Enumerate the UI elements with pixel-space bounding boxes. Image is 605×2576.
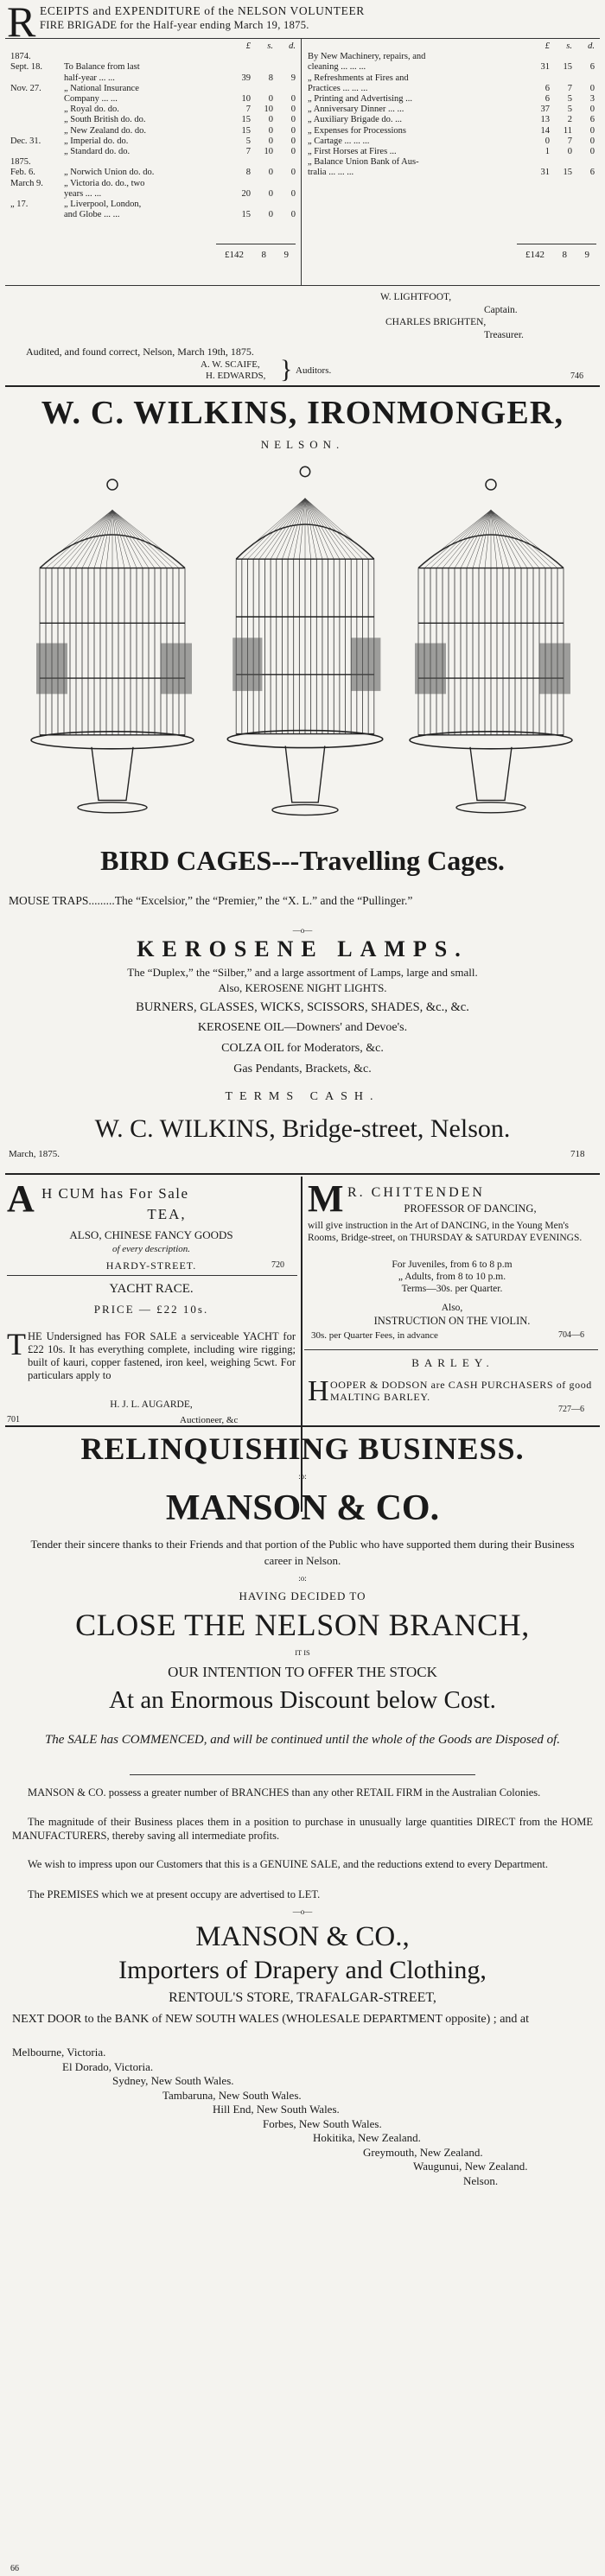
branch-location: Waugunui, New Zealand.: [413, 2160, 528, 2173]
entry-label: „ Anniversary Dinner ... ...: [308, 105, 404, 115]
branch-location: El Dorado, Victoria.: [62, 2059, 154, 2073]
entry-date: Nov. 27.: [10, 83, 41, 93]
column-rule: [5, 1425, 600, 1427]
entry-shillings: 15: [563, 62, 572, 73]
column-divider: [301, 38, 302, 285]
captain-signature: W. LIGHTFOOT,: [380, 292, 452, 302]
entry-label: [62, 157, 230, 168]
entry-label: „ Norwich Union do. do.: [64, 168, 155, 178]
ad-reference: 704—6: [558, 1330, 584, 1340]
receipts-total: £142 8 9: [225, 250, 289, 260]
entry-shillings: 7: [567, 136, 572, 146]
bird-cage-illustration: [26, 466, 199, 829]
wilkins-ad: [0, 389, 605, 1173]
account-row: [9, 52, 297, 62]
account-row: [9, 115, 297, 125]
entry-date: Feb. 6.: [10, 168, 35, 178]
entry-shillings: 5: [567, 94, 572, 105]
entry-shillings: 8: [268, 73, 273, 83]
ah-cum-line: TEA,: [147, 1206, 187, 1222]
divider: —o—: [292, 1907, 313, 1916]
chittenden-ad: [308, 1177, 598, 1370]
entry-pounds: 13: [540, 115, 550, 125]
entry-shillings: [252, 84, 275, 94]
account-row: [306, 94, 596, 105]
drop-cap: M: [308, 1177, 344, 1220]
entry-shillings: 5: [567, 105, 572, 115]
chittenden-line: 30s. per Quarter Fees, in advance: [311, 1330, 438, 1341]
entry-shillings: [252, 52, 275, 62]
entry-pence: [275, 179, 297, 189]
manson-name: MANSON & CO.: [165, 1488, 440, 1528]
expenditure-column: [306, 41, 598, 260]
manson-paragraph: We wish to impress upon our Customers that this is a GENUINE SALE, and the reductions extend to every Department.: [28, 1858, 549, 1870]
entry-pence: 0: [589, 105, 595, 115]
shillings-header: s.: [267, 41, 273, 51]
account-row: [9, 84, 297, 94]
account-row: [9, 105, 297, 115]
relinquishing-heading: RELINQUISHING BUSINESS.: [80, 1431, 525, 1466]
drop-cap: R: [7, 0, 36, 46]
divider: [7, 1275, 297, 1276]
entry-date: 1874.: [10, 52, 31, 62]
account-row: [9, 126, 297, 136]
entry-pence: 0: [290, 147, 296, 157]
entry-label: [62, 52, 230, 62]
ad-date: March, 1875.: [9, 1149, 60, 1159]
entry-pounds: 14: [540, 125, 550, 136]
entry-shillings: 7: [567, 83, 572, 93]
manson-paragraph: The PREMISES which we at present occupy are advertised to LET.: [28, 1888, 321, 1900]
entry-pence: 0: [290, 188, 296, 199]
pounds-header: £: [544, 41, 550, 51]
chittenden-line: Terms—30s. per Quarter.: [401, 1284, 503, 1294]
branch-location: Sydney, New South Wales.: [112, 2074, 234, 2087]
entry-shillings: [551, 157, 574, 168]
entry-date: [9, 115, 62, 125]
entry-pounds: [529, 52, 551, 62]
entry-date: Dec. 31.: [10, 136, 41, 146]
entry-shillings: 0: [268, 115, 273, 125]
mouse-traps: MOUSE TRAPS.........The “Excelsior,” the “Premier,” the “X. L.” and the “Pullinger.”: [9, 894, 413, 907]
next-door: NEXT DOOR to the BANK of NEW SOUTH WALES (WHOLESALE DEPARTMENT opposite) ; and at: [12, 2013, 530, 2026]
entry-pence: 0: [589, 125, 595, 136]
brace: }: [280, 355, 293, 384]
ah-cum-line: H CUM has For Sale: [41, 1185, 189, 1202]
chittenden-line: INSTRUCTION ON THE VIOLIN.: [373, 1315, 531, 1327]
expenditure-table: [306, 41, 596, 179]
ah-cum-line: of every description.: [111, 1244, 191, 1254]
entry-label: „ New Zealand do. do.: [64, 125, 147, 136]
bird-cages-heading: BIRD CAGES---Travelling Cages.: [100, 845, 505, 876]
entry-pounds: 1: [544, 147, 550, 157]
ad-reference: 701: [7, 1415, 20, 1424]
yacht-body: HE Undersigned has FOR SALE a serviceable YACHT for £22 10s. It has everything complete, including wire rigging; built of kauri, copper fastened, iron keel, weighing 5cwt. For particulars apply to: [28, 1330, 296, 1381]
close-branch: CLOSE THE NELSON BRANCH,: [75, 1608, 530, 1642]
yacht-price: PRICE — £22 10s.: [93, 1303, 209, 1316]
account-row: [306, 126, 596, 136]
entry-shillings: 0: [268, 188, 273, 199]
ad-reference: 718: [570, 1149, 585, 1159]
entry-pounds: [230, 52, 252, 62]
divider: [304, 1349, 598, 1350]
branch-location: Tambaruna, New South Wales.: [162, 2088, 302, 2102]
ad-reference: 746: [570, 371, 583, 381]
chittenden-line: Also,: [441, 1303, 463, 1313]
treasurer-title: Treasurer.: [484, 330, 524, 340]
entry-pounds: [230, 62, 252, 73]
column-rule: [5, 385, 600, 387]
entry-pounds: [529, 73, 551, 84]
entry-pence: [275, 62, 297, 73]
auditor-name: H. EDWARDS,: [206, 371, 266, 381]
entry-shillings: 0: [268, 94, 273, 105]
branch-location: Melbourne, Victoria.: [12, 2046, 106, 2059]
divider: :o:: [298, 1472, 307, 1481]
entry-pounds: 31: [540, 168, 550, 178]
entry-shillings: 10: [264, 147, 273, 157]
entry-label: „ Imperial do. do.: [64, 136, 129, 146]
entry-pence: 0: [290, 115, 296, 125]
it-is: IT IS: [295, 1648, 310, 1657]
manson-name-2: MANSON & CO.,: [195, 1921, 410, 1952]
entry-date: March 9.: [10, 178, 43, 188]
barley-ad: [308, 1353, 598, 1431]
receipts-column: [9, 41, 297, 260]
entry-pounds: 15: [241, 115, 251, 125]
auditor-name: A. W. SCAIFE,: [201, 359, 260, 370]
account-row: [9, 62, 297, 73]
branch-location: Nelson.: [463, 2173, 499, 2187]
account-row: [9, 94, 297, 105]
entry-date: [9, 105, 62, 115]
account-row: [9, 157, 297, 168]
expenditure-total: £142 8 9: [525, 250, 589, 260]
wilkins-title: W. C. WILKINS, IRONMONGER,: [41, 395, 564, 431]
entry-label: „ Auxiliary Brigade do. ...: [308, 115, 403, 125]
terms-cash: TERMS CASH.: [225, 1090, 380, 1103]
ah-cum-line: ALSO, CHINESE FANCY GOODS: [69, 1228, 233, 1241]
entry-shillings: 0: [268, 136, 273, 146]
entry-date: 1875.: [10, 157, 31, 168]
entry-label: „ Victoria do. do., two: [64, 178, 145, 188]
entry-shillings: [252, 62, 275, 73]
entry-shillings: 0: [567, 147, 572, 157]
entry-pence: [574, 73, 596, 84]
entry-label: cleaning ... ... ...: [308, 62, 366, 73]
entry-pence: 0: [290, 168, 296, 178]
entry-shillings: 0: [268, 125, 273, 136]
entry-label: Practices ... ... ...: [308, 83, 368, 93]
ah-cum-ad: [7, 1177, 296, 1294]
entry-pounds: 15: [241, 210, 251, 220]
entry-label: „ Cartage ... ... ...: [308, 136, 370, 146]
account-row: [9, 179, 297, 189]
entry-shillings: [551, 73, 574, 84]
entry-pence: [275, 200, 297, 210]
entry-label: „ Refreshments at Fires and: [308, 73, 409, 83]
entry-pence: 6: [589, 62, 595, 73]
sale-commenced: The SALE has COMMENCED, and will be continued until the whole of the Goods are Disposed of.: [44, 1733, 561, 1747]
entry-label: tralia ... ... ...: [308, 168, 354, 178]
ah-cum-line: HARDY-STREET.: [105, 1259, 197, 1272]
chittenden-line: R. CHITTENDEN: [347, 1185, 485, 1200]
entry-label: half-year ... ...: [64, 73, 115, 83]
bird-cage-illustration: [223, 453, 387, 833]
entry-pence: 6: [589, 115, 595, 125]
manson-ad: [0, 1429, 605, 2576]
entry-label: Company ... ...: [64, 94, 118, 105]
divider: [5, 285, 600, 286]
entry-label: „ First Horses at Fires ...: [308, 147, 397, 157]
account-row: [9, 147, 297, 157]
account-row: [9, 189, 297, 200]
manson-paragraph: MANSON & CO. possess a greater number of BRANCHES than any other RETAIL FIRM in the Australian Colonies.: [28, 1786, 541, 1799]
entry-label: „ Royal do. do.: [64, 105, 119, 115]
entry-label: „ Printing and Advertising ...: [308, 94, 413, 105]
entry-pounds: 37: [540, 105, 550, 115]
entry-pounds: [230, 157, 252, 168]
entry-pounds: 6: [544, 94, 550, 105]
lamps-line: BURNERS, GLASSES, WICKS, SCISSORS, SHADES, &c., &c.: [136, 1000, 469, 1014]
branch-location: Hill End, New South Wales.: [213, 2103, 340, 2116]
entry-shillings: 0: [268, 168, 273, 178]
account-row: [306, 136, 596, 147]
entry-pence: [275, 84, 297, 94]
entry-pence: [574, 157, 596, 168]
divider: —o—: [292, 926, 313, 935]
entry-pounds: [230, 179, 252, 189]
entry-shillings: 2: [567, 115, 572, 125]
lamps-line: COLZA OIL for Moderators, &c.: [221, 1042, 384, 1055]
having-decided: HAVING DECIDED TO: [239, 1589, 366, 1602]
account-row: [306, 168, 596, 178]
intention: OUR INTENTION TO OFFER THE STOCK: [168, 1664, 437, 1680]
entry-pence: 3: [589, 94, 595, 105]
entry-pounds: 31: [540, 62, 550, 73]
entry-pounds: 39: [241, 73, 251, 83]
entry-pounds: 8: [245, 168, 251, 178]
shillings-header: s.: [566, 41, 572, 51]
barley-body: OOPER & DODSON are CASH PURCHASERS of good MALTING BARLEY.: [330, 1379, 592, 1403]
entry-pounds: [529, 157, 551, 168]
entry-pounds: [230, 84, 252, 94]
importers-heading: Importers of Drapery and Clothing,: [118, 1956, 487, 1984]
branch-location: Greymouth, New Zealand.: [363, 2145, 483, 2159]
store-address: RENTOUL'S STORE, TRAFALGAR-STREET,: [169, 1990, 436, 2005]
treasurer-signature: CHARLES BRIGHTEN,: [385, 317, 487, 327]
entry-shillings: 10: [264, 105, 273, 115]
entry-pence: 0: [290, 136, 296, 146]
entry-pounds: 6: [544, 83, 550, 93]
divider: [130, 1774, 475, 1775]
entry-pounds: 7: [245, 147, 251, 157]
entry-date: [9, 189, 62, 200]
account-row: [306, 52, 596, 62]
yacht-signature-title: Auctioneer, &c: [180, 1415, 239, 1425]
lamps-line: Also, KEROSENE NIGHT LIGHTS.: [218, 981, 387, 994]
entry-shillings: [252, 200, 275, 210]
entry-date: „ 17.: [10, 200, 29, 210]
entry-date: [9, 126, 62, 136]
entry-label: „ Standard do. do.: [64, 147, 131, 157]
entry-pounds: 5: [245, 136, 251, 146]
account-row: [306, 115, 596, 125]
thanks-paragraph: Tender their sincere thanks to their Friends and that portion of the Public who have supported them during their Business career in Nelson.: [30, 1538, 575, 1567]
barley-title: BARLEY.: [411, 1356, 494, 1369]
entry-pounds: 0: [544, 136, 550, 146]
entry-shillings: [252, 157, 275, 168]
entry-pence: [574, 52, 596, 62]
entry-date: Sept. 18.: [10, 62, 43, 73]
account-row: [306, 105, 596, 115]
branch-location: Forbes, New South Wales.: [263, 2116, 382, 2130]
pence-header: d.: [289, 41, 296, 51]
chittenden-body: will give instruction in the Art of DANCING, in the Young Men's Rooms, Bridge-street, on THURSDAY & SATURDAY EVENINGS.: [308, 1221, 583, 1243]
lamps-line: The “Duplex,” the “Silber,” and a large assortment of Lamps, large and small.: [127, 966, 478, 979]
bird-cage-illustration: [404, 466, 577, 829]
yacht-title: YACHT RACE.: [109, 1282, 194, 1296]
lamps-line: KEROSENE OIL—Downers' and Devoe's.: [197, 1021, 408, 1034]
entry-label: „ Expenses for Processions: [308, 125, 407, 136]
chittenden-line: „ Adults, from 8 to 10 p.m.: [398, 1272, 506, 1282]
entry-pence: 0: [589, 147, 595, 157]
entry-pence: 0: [589, 83, 595, 93]
entry-shillings: 0: [268, 210, 273, 220]
entry-pence: 0: [290, 125, 296, 136]
entry-date: [9, 147, 62, 157]
ad-reference: 727—6: [558, 1405, 584, 1414]
entry-shillings: [252, 179, 275, 189]
kerosene-heading: KEROSENE LAMPS.: [137, 936, 468, 961]
entry-pounds: 15: [241, 125, 251, 136]
account-row: [9, 210, 297, 220]
yacht-signature: H. J. L. AUGARDE,: [110, 1399, 193, 1410]
divider: [5, 38, 600, 39]
accounts-subtitle: FIRE BRIGADE for the Half-year ending March 19, 1875.: [40, 19, 309, 31]
ad-reference: 66: [10, 2564, 19, 2573]
entry-label: years ... ...: [64, 188, 102, 199]
audit-statement: Audited, and found correct, Nelson, March 19th, 1875.: [26, 346, 254, 358]
column-rule: [5, 1173, 600, 1175]
account-row: [306, 147, 596, 157]
entry-label: „ National Insurance: [64, 83, 139, 93]
entry-pence: 0: [290, 210, 296, 220]
chittenden-line: For Juveniles, from 6 to 8 p.m: [392, 1259, 513, 1270]
pounds-header: £: [245, 41, 251, 51]
entry-label: „ South British do. do.: [64, 115, 146, 125]
entry-pence: 6: [589, 168, 595, 178]
chittenden-line: PROFESSOR OF DANCING,: [404, 1202, 537, 1215]
entry-pounds: [230, 200, 252, 210]
entry-label: To Balance from last: [64, 62, 140, 73]
entry-pence: 9: [290, 73, 296, 83]
entry-pence: 0: [589, 136, 595, 146]
receipts-table: [9, 41, 297, 220]
wilkins-footer: W. C. WILKINS, Bridge-street, Nelson.: [94, 1114, 511, 1143]
manson-paragraph: The magnitude of their Business places them in a position to purchase in unusually large quantities DIRECT from the HOME MANUFACTURERS, thereby saving all intermediate profits.: [12, 1816, 593, 1842]
entry-pounds: 7: [245, 105, 251, 115]
lamps-line: Gas Pendants, Brackets, &c.: [233, 1063, 372, 1075]
entry-pence: [275, 157, 297, 168]
ad-reference: 720: [271, 1260, 284, 1270]
entry-label: and Globe ... ...: [64, 210, 120, 220]
drop-cap: A: [7, 1177, 35, 1220]
divider: :o:: [298, 1574, 307, 1583]
account-row: [306, 62, 596, 73]
wilkins-subtitle: NELSON.: [260, 438, 345, 451]
entry-label: By New Machinery, repairs, and: [308, 52, 426, 62]
auditors-label: Auditors.: [296, 365, 332, 376]
drop-cap: H: [308, 1375, 329, 1407]
account-row: [306, 84, 596, 94]
discount-heading: At an Enormous Discount below Cost.: [109, 1686, 496, 1714]
drop-cap: T: [7, 1327, 26, 1361]
entry-date: [9, 210, 62, 220]
pence-header: d.: [588, 41, 595, 51]
accounts-title: ECEIPTS and EXPENDITURE of the NELSON VOLUNTEER: [40, 4, 365, 17]
account-row: [306, 73, 596, 84]
account-row: [9, 73, 297, 84]
branch-location: Hokitika, New Zealand.: [313, 2131, 421, 2144]
entry-pounds: 20: [241, 188, 251, 199]
entry-pence: [275, 52, 297, 62]
entry-date: [9, 73, 62, 84]
entry-pence: 0: [290, 105, 296, 115]
entry-label: „ Balance Union Bank of Aus-: [308, 157, 419, 168]
entry-pence: 0: [290, 94, 296, 105]
entry-label: „ Liverpool, London,: [64, 200, 142, 210]
account-row: [9, 168, 297, 178]
entry-shillings: 15: [563, 168, 572, 178]
account-row: [9, 136, 297, 147]
account-row: [9, 200, 297, 210]
entry-shillings: 11: [563, 125, 572, 136]
captain-title: Captain.: [484, 305, 518, 315]
entry-pounds: 10: [241, 94, 251, 105]
entry-date: [9, 94, 62, 105]
entry-shillings: [551, 52, 574, 62]
account-row: [306, 157, 596, 168]
